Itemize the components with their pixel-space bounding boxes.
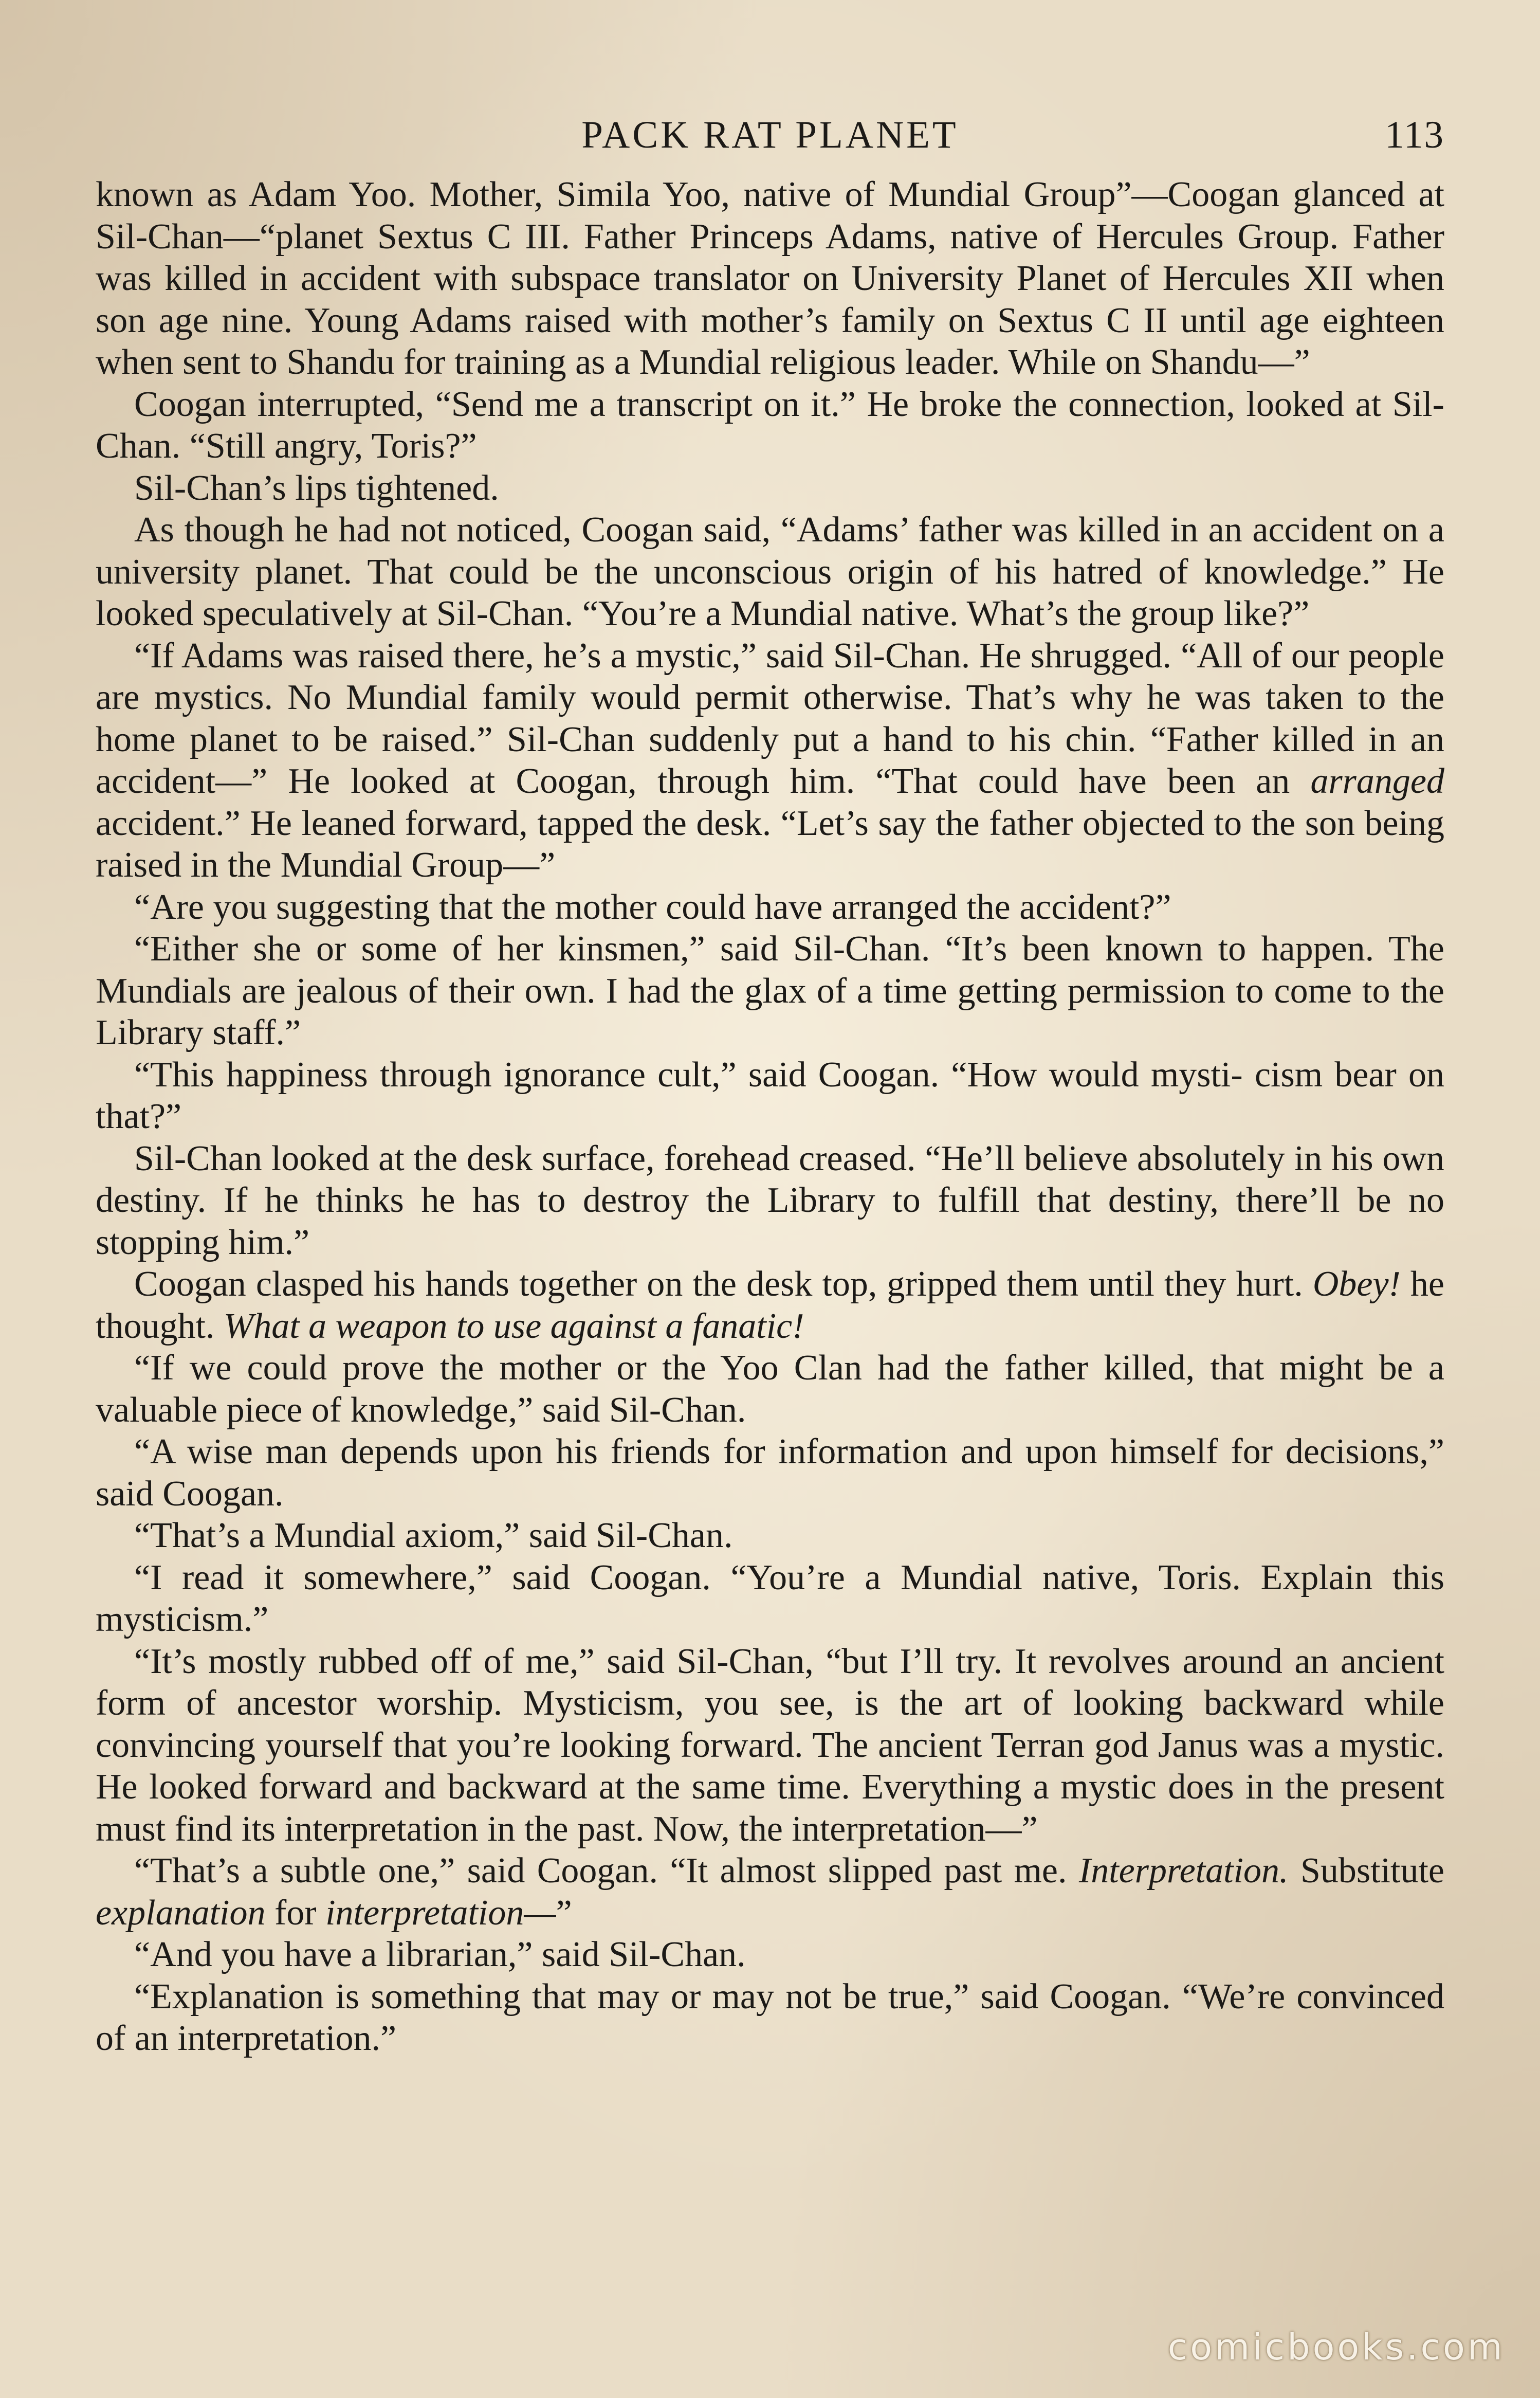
running-head — [96, 113, 1444, 170]
paragraph — [96, 1850, 1444, 1934]
paragraph — [96, 886, 1444, 929]
text-run: Sil-Chan looked at the desk surface, forehead creased. “He’ll believe absolutely in his own destiny. If he thinks he has to destroy the Library to fulfill that destiny, there’ll be no stopping him.” — [96, 1138, 1444, 1262]
page-number: 113 — [1385, 114, 1444, 156]
text-run: “This happiness through ignorance cult,” said Coogan. “How would mysti- cism bear on that?” — [96, 1055, 1444, 1136]
book-page — [96, 113, 1444, 2060]
paragraph — [96, 1054, 1444, 1138]
text-run: “And you have a librarian,” said Sil-Chan. — [134, 1935, 746, 1974]
running-title: PACK RAT PLANET — [581, 114, 959, 156]
italic-text: interpretation— — [325, 1893, 556, 1933]
text-run: ” — [556, 1893, 572, 1933]
paragraph — [96, 1263, 1444, 1347]
text-run: “Are you suggesting that the mother could have arranged the accident?” — [134, 887, 1171, 927]
text-run: As though he had not noticed, Coogan said, “Adams’ father was killed in an accident on a university planet. That could be the unconscious origin of his hatred of knowledge.” He looked speculatively at Sil-Chan. “You’re a Mundial native. What’s the group like?” — [96, 510, 1444, 633]
paragraph — [96, 509, 1444, 635]
italic-text: explanation — [96, 1893, 266, 1933]
paragraph — [96, 467, 1444, 510]
watermark: comicbooks.com — [1167, 2326, 1505, 2368]
text-run: Coogan clasped his hands together on the desk top, gripped them until they hurt. — [134, 1264, 1313, 1304]
paragraph — [96, 174, 1444, 384]
body-text — [96, 174, 1444, 2060]
paragraph — [96, 1557, 1444, 1641]
paragraph — [96, 1934, 1444, 1976]
text-run: Substitute — [1288, 1851, 1444, 1891]
text-run: Coogan interrupted, “Send me a transcript on it.” He broke the connection, looked at Sil-Chan. “Still angry, Toris?” — [96, 384, 1444, 466]
italic-text: arranged — [1310, 761, 1444, 801]
italic-text: Obey! — [1312, 1264, 1401, 1304]
paragraph — [96, 1515, 1444, 1557]
paragraph — [96, 1976, 1444, 2060]
paragraph — [96, 1347, 1444, 1431]
text-run: for — [265, 1893, 326, 1933]
text-run: “Either she or some of her kinsmen,” said Sil-Chan. “It’s been known to happen. The Mundials are jealous of their own. I had the glax of a time getting permission to come to the Library staff.” — [96, 929, 1444, 1052]
text-run: “I read it somewhere,” said Coogan. “You’re a Mundial native, Toris. Explain this mysticism.” — [96, 1557, 1444, 1639]
paragraph — [96, 1138, 1444, 1264]
text-run: “Explanation is something that may or may not be true,” said Coogan. “We’re convinced of an interpretation.” — [96, 1976, 1444, 2058]
text-run: known as Adam Yoo. Mother, Simila Yoo, native of Mundial Group”—Coogan glanced at Sil-Chan—“planet Sextus C III. Father Princeps Adams, native of Hercules Group. Father was killed in accident with subspace translator on University Planet of Hercules XII when son age nine. Young Adams raised with mother’s family on Sextus C II until age eighteen when sent to Shandu for training as a Mundial religious leader. While on Shandu—” — [96, 175, 1444, 382]
italic-text: Interpretation. — [1078, 1851, 1289, 1891]
text-run: Sil-Chan’s lips tightened. — [134, 468, 499, 508]
text-run: “If Adams was raised there, he’s a mystic,” said Sil-Chan. He shrugged. “All of our people are mystics. No Mundial family would permit otherwise. That’s why he was taken to the home planet to be raised.” Sil-Chan suddenly put a hand to his chin. “Father killed in an accident—” He looked at Coogan, through him. “That could have been an — [96, 635, 1444, 801]
text-run: accident.” He leaned forward, tapped the desk. “Let’s say the father objected to the son being raised in the Mundial Group—” — [96, 803, 1444, 885]
paragraph — [96, 635, 1444, 886]
text-run: “That’s a Mundial axiom,” said Sil-Chan. — [134, 1516, 733, 1555]
paragraph — [96, 1641, 1444, 1850]
text-run: “If we could prove the mother or the Yoo Clan had the father killed, that might be a valuable piece of knowledge,” said Sil-Chan. — [96, 1348, 1444, 1430]
text-run: “A wise man depends upon his friends for information and upon himself for decisions,” said Coogan. — [96, 1432, 1444, 1514]
text-run: he thought. — [96, 1264, 1444, 1346]
paragraph — [96, 1431, 1444, 1515]
paragraph — [96, 384, 1444, 467]
italic-text: What a weapon to use against a fanatic! — [223, 1306, 804, 1346]
text-run: “It’s mostly rubbed off of me,” said Sil-Chan, “but I’ll try. It revolves around an ancient form of ancestor worship. Mysticism, you see, is the art of looking backward while convincing yourself that you’re looking forward. The ancient Terran god Janus was a mystic. He looked forward and backward at the same time. Everything a mystic does in the present must find its interpretation in the past. Now, the interpretation—” — [96, 1641, 1444, 1849]
paragraph — [96, 928, 1444, 1054]
text-run: “That’s a subtle one,” said Coogan. “It almost slipped past me. — [134, 1851, 1079, 1891]
